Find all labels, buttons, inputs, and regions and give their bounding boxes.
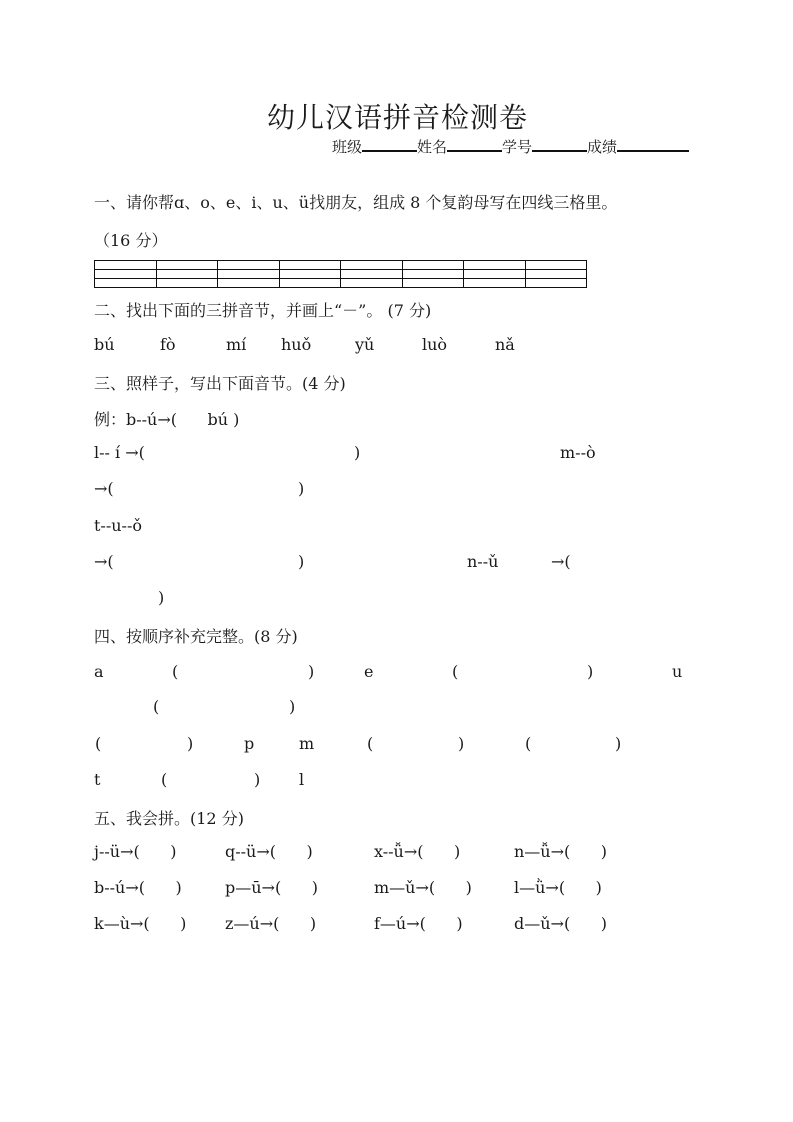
- section4-heading: 四、按顺序补充完整。(8 分): [94, 627, 298, 646]
- four-line-grid[interactable]: [94, 260, 587, 288]
- spell-item: d—ǔ→( ): [514, 914, 607, 933]
- spell-item: p—ū→( ): [225, 878, 318, 897]
- letter: m: [299, 734, 315, 753]
- spell-item: k—ù→( ): [94, 914, 187, 933]
- blank-open: (: [525, 734, 532, 753]
- answer-close-paren: ): [158, 588, 165, 607]
- class-label: 班级: [332, 138, 363, 156]
- syllable: fò: [160, 335, 176, 354]
- letter: p: [244, 734, 255, 753]
- score-label: 成绩: [587, 138, 618, 156]
- name-blank[interactable]: [447, 136, 502, 152]
- class-blank[interactable]: [362, 136, 417, 152]
- syllable: luò: [422, 335, 448, 354]
- score-blank[interactable]: [617, 136, 689, 152]
- answer-open-paren: →(: [551, 552, 571, 571]
- exercise-l-i: l-- í →(: [94, 443, 145, 462]
- blank-close: ): [187, 734, 194, 753]
- blank-open: (: [161, 770, 168, 789]
- student-id-blank[interactable]: [532, 136, 587, 152]
- exercise-m-o: m--ò: [560, 443, 596, 462]
- blank-close: ): [587, 662, 594, 681]
- spell-item: m—ǔ→( ): [374, 878, 472, 897]
- spell-item: n—ǚ→( ): [514, 842, 608, 861]
- spell-item: l—ǜ→( ): [514, 878, 602, 897]
- name-label: 姓名: [417, 138, 448, 156]
- blank-close: ): [308, 662, 315, 681]
- letter: t: [94, 770, 101, 789]
- blank-close: ): [458, 734, 465, 753]
- spell-item: j--ü→( ): [94, 842, 177, 861]
- blank-open: (: [367, 734, 374, 753]
- blank-open: (: [452, 662, 459, 681]
- letter: u: [672, 662, 683, 681]
- letter: l: [299, 770, 305, 789]
- section1-score: （16 分）: [94, 231, 168, 250]
- student-id-label: 学号: [502, 138, 533, 156]
- section3-example: 例：b--ú→( bú ): [94, 410, 240, 429]
- syllable: yǔ: [355, 335, 375, 354]
- letter: a: [94, 662, 104, 681]
- section3-heading: 三、照样子，写出下面音节。(4 分): [94, 374, 346, 393]
- letter: e: [364, 662, 374, 681]
- spell-item: q--ü→( ): [225, 842, 313, 861]
- answer-close-paren: ): [298, 479, 305, 498]
- syllable: huǒ: [281, 335, 312, 354]
- answer-open-paren: →(: [94, 552, 114, 571]
- answer-close-paren: ): [354, 443, 361, 462]
- spell-item: b--ú→( ): [94, 878, 182, 897]
- spell-item: f—ú→( ): [374, 914, 463, 933]
- blank-close: ): [615, 734, 622, 753]
- blank-close: ): [289, 697, 296, 716]
- student-info-line: [332, 136, 689, 157]
- section2-heading: 二、找出下面的三拼音节，并画上“－”。 (7 分): [94, 301, 432, 320]
- section5-heading: 五、我会拼。(12 分): [94, 809, 244, 828]
- spell-item: z—ú→( ): [225, 914, 317, 933]
- syllable: mí: [226, 335, 247, 354]
- spell-item: x--ǚ→( ): [374, 842, 461, 861]
- blank-open: (: [95, 734, 102, 753]
- answer-open-paren: →(: [94, 479, 114, 498]
- exercise-n-u: n--ǔ: [467, 552, 499, 571]
- blank-close: ): [254, 770, 261, 789]
- exercise-t-u-o: t--u--ǒ: [94, 516, 142, 535]
- syllable: bú: [94, 335, 115, 354]
- blank-open: (: [172, 662, 179, 681]
- page-title: 幼儿汉语拼音检测卷: [266, 101, 528, 134]
- blank-open: (: [153, 697, 160, 716]
- answer-close-paren: ): [298, 552, 305, 571]
- syllable: nǎ: [495, 335, 515, 354]
- section1-heading: 一、请你帮ɑ、o、e、i、u、ü找朋友，组成 8 个复韵母写在四线三格里。: [94, 193, 618, 212]
